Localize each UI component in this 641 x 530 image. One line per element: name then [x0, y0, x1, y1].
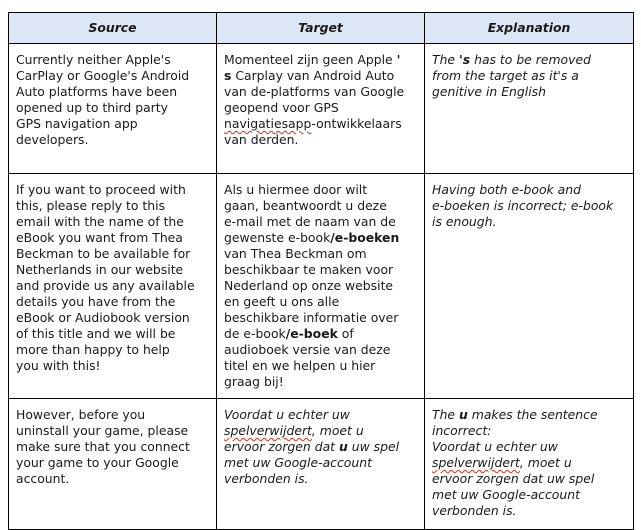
target-text: uw spel met uw Google-account verbonden is. — [224, 439, 400, 486]
target-highlight: ' s — [224, 52, 401, 83]
header-row — [9, 13, 634, 44]
target-text: van Thea Beckman om beschikbaar te maken voor Nederland op onze website en geeft u ons alle beschikbare informatie over de e-book — [224, 246, 399, 341]
explanation-text: The — [432, 52, 459, 67]
explanation-text: The — [432, 407, 459, 422]
target-highlight: /e-boek — [285, 326, 338, 341]
source-cell: If you want to proceed with this, please reply to this email with the name of the eBook you want from Thea Beckman to be available for Netherlands in our website and provide us any available details you have from the eBook or Audiobook version of this title and we will be more than happy to help you with this! — [9, 174, 217, 399]
spelling-flag: spelverwijdert — [224, 423, 312, 438]
target-text: Als u hiermee door wilt gaan, beantwoordt u deze e-mail met de naam van de gewenste e-book — [224, 182, 396, 245]
explanation-text: has to be removed from the target as it's a genitive in English — [432, 52, 591, 99]
table-row — [9, 44, 634, 174]
target-highlight: u — [338, 439, 348, 454]
explanation-cell — [425, 44, 634, 174]
explanation-highlight: 's — [458, 52, 471, 67]
source-cell: Currently neither Apple's CarPlay or Google's Android Auto platforms have been opened up to third party GPS navigation app developers. — [9, 44, 217, 174]
explanation-text: makes the sentence incorrect: Voordat u echter uw — [432, 407, 598, 454]
table-row — [9, 174, 634, 399]
explanation-highlight: u — [458, 407, 468, 422]
target-text: -ontwikkelaars van derden. — [224, 116, 402, 147]
target-highlight: /e-boeken — [330, 230, 400, 245]
spelling-flag: navigatiesapp — [224, 116, 312, 131]
target-text: Momenteel zijn geen Apple — [224, 52, 397, 67]
target-text: of audioboek versie van deze titel en we helpen u hier graag bij! — [224, 326, 391, 389]
header-source: Source — [9, 13, 217, 44]
spelling-flag: spelverwijdert — [432, 455, 520, 470]
target-text: Voordat u echter uw — [224, 407, 350, 422]
source-cell: However, before you uninstall your game, please make sure that you connect your game to your Google account. — [9, 399, 217, 530]
table-row — [9, 399, 634, 530]
target-text: , moet u ervoor zorgen dat — [224, 423, 364, 454]
target-text: Carplay van Android Auto van de-platforms van Google geopend voor GPS — [224, 68, 405, 115]
explanation-cell: Having both e-book and e-boeken is incorrect; e-book is enough. — [425, 174, 634, 399]
target-cell — [217, 174, 425, 399]
target-cell — [217, 44, 425, 174]
header-target: Target — [217, 13, 425, 44]
target-cell — [217, 399, 425, 530]
explanation-cell — [425, 399, 634, 530]
translation-review-table — [8, 12, 634, 530]
explanation-text: , moet u ervoor zorgen dat uw spel met uw Google-account verbonden is. — [432, 455, 595, 518]
header-explanation: Explanation — [425, 13, 634, 44]
